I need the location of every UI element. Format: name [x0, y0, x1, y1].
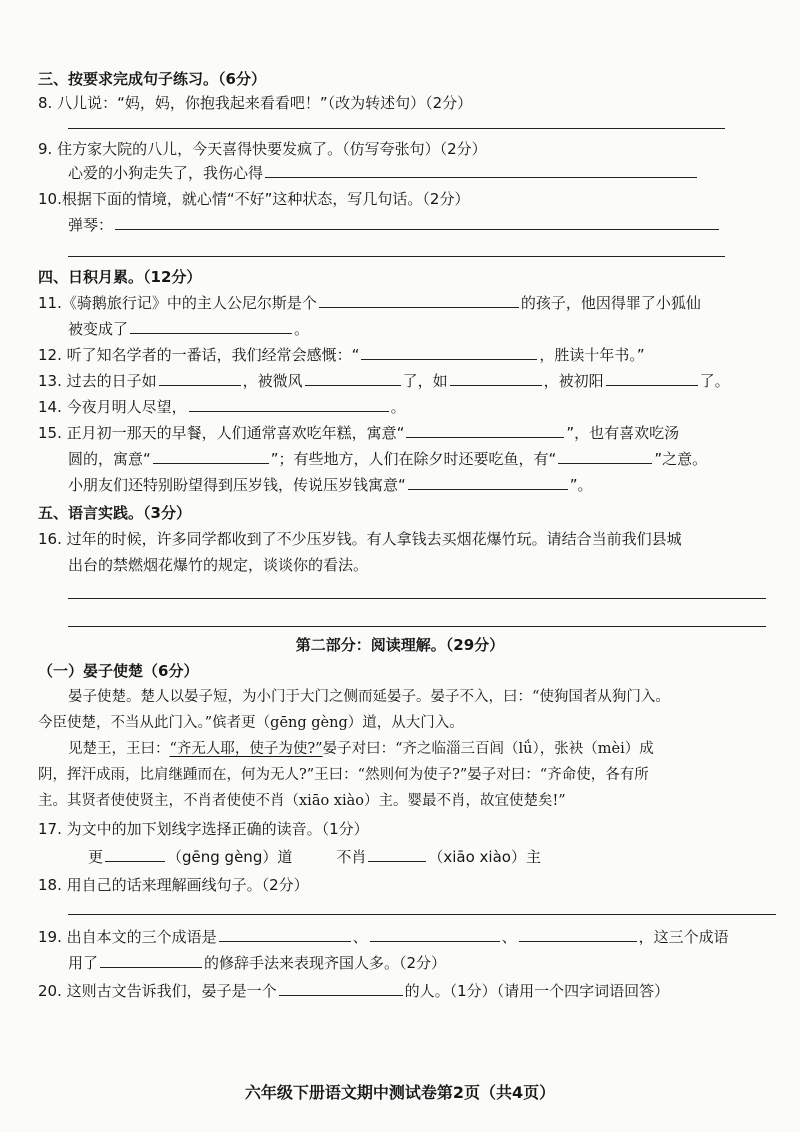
underlined-sentence: “齐无人耶，使子为使?”	[169, 741, 323, 757]
answer-blank-q15-2[interactable]	[153, 448, 269, 464]
q13-text-a: 13. 过去的日子如	[38, 372, 157, 390]
answer-blank-q20[interactable]	[279, 980, 403, 996]
question-20	[38, 980, 669, 1002]
passage-p2-line2: 阴，挥汗成雨，比肩继踵而在，何为无人?”王曰：“然则何为使子?”晏子对曰：“齐命使，各有所	[38, 767, 649, 783]
q12-text-a: 12. 听了知名学者的一番话，我们经常会感慨：“	[38, 346, 360, 364]
q17-pinyin-2: （xiāo xiào）主	[428, 848, 541, 866]
question-18: 18. 用自己的话来理解画线句子。（2分）	[38, 876, 309, 894]
q14-text-a: 14. 今夜月明人尽望，	[38, 398, 187, 416]
answer-blank-q11-1[interactable]	[319, 292, 519, 308]
answer-blank-q10-1[interactable]	[115, 214, 719, 230]
answer-blank-q19-2[interactable]	[370, 926, 500, 942]
q15-text-d: ”；有些地方，人们在除夕时还要吃鱼，有“	[270, 450, 557, 468]
question-9: 9. 住方家大院的八儿，今天喜得快要发疯了。（仿写夸张句）（2分）	[38, 140, 487, 158]
answer-line-q10-2[interactable]	[68, 256, 725, 257]
q14-text-b: 。	[390, 398, 406, 416]
answer-line-q16-2[interactable]	[68, 626, 766, 627]
passage-p1-line1: 晏子使楚。楚人以晏子短，为小门于大门之侧而延晏子。晏子不入，曰：“使狗国者从狗门入。	[68, 689, 670, 705]
q20-text-a: 20. 这则古文告诉我们，晏子是一个	[38, 982, 277, 1000]
q20-text-b: 的人。（1分）（请用一个四字词语回答）	[404, 982, 670, 1000]
passage-p2-pre: 见楚王，王曰：	[68, 741, 170, 757]
q11-text-b: 的孩子，他因得罪了小狐仙	[520, 294, 701, 312]
q17-pinyin-1: （gēng gèng）道	[167, 848, 293, 866]
answer-blank-q15-4[interactable]	[408, 474, 568, 490]
question-14	[38, 396, 406, 418]
answer-blank-q11-2[interactable]	[130, 318, 292, 334]
answer-line-q16-1[interactable]	[68, 598, 766, 599]
question-16-cont: 出台的禁燃烟花爆竹的规定，谈谈你的看法。	[68, 556, 369, 574]
question-10: 10.根据下面的情境，就心情“不好”这种状态，写几句话。（2分）	[38, 190, 470, 208]
q17-word-1: 更	[88, 848, 104, 866]
q9-prompt-text: 心爱的小狗走失了，我伤心得	[68, 164, 264, 182]
answer-blank-q19-3[interactable]	[519, 926, 637, 942]
q15-text-a: 15. 正月初一那天的早餐，人们通常喜欢吃年糕，寓意“	[38, 424, 405, 442]
question-19-cont	[68, 952, 446, 974]
q19-text-d: 的修辞手法来表现齐国人多。（2分）	[204, 954, 447, 972]
q19-sep-1: 、	[352, 928, 368, 946]
q13-text-c: 了，如	[402, 372, 448, 390]
question-15-cont-1	[68, 448, 707, 470]
question-17-options	[88, 846, 541, 868]
answer-blank-q17-2[interactable]	[368, 846, 426, 862]
answer-blank-q19-1[interactable]	[219, 926, 351, 942]
answer-line-q8[interactable]	[68, 128, 725, 129]
q15-text-c: 圆的，寓意“	[68, 450, 151, 468]
question-9-prompt	[68, 162, 699, 184]
q11-text-c: 被变成了	[68, 320, 129, 338]
answer-blank-q13-4[interactable]	[606, 370, 698, 386]
part-2-header: 第二部分：阅读理解。（29分）	[295, 636, 505, 654]
section-3-header: 三、按要求完成句子练习。（6分）	[38, 70, 266, 88]
q19-text-b: ，这三个成语	[638, 928, 729, 946]
reading-1-title: （一）晏子使楚（6分）	[38, 662, 199, 680]
answer-blank-q19-4[interactable]	[100, 952, 202, 968]
passage-p2-line3: 主。其贤者使使贤主，不肖者使使不肖（xiāo xiào）主。婴最不肖，故宜使楚矣!”	[38, 793, 566, 809]
passage-p2-post: 晏子对曰：“齐之临淄三百闾（lǘ），张袂（mèi）成	[322, 741, 654, 757]
answer-blank-q15-1[interactable]	[406, 422, 564, 438]
passage-p2-line1	[68, 738, 654, 760]
q13-text-d: ，被初阳	[543, 372, 604, 390]
section-5-header: 五、语言实践。（3分）	[38, 504, 191, 522]
answer-blank-q13-1[interactable]	[159, 370, 241, 386]
q13-text-e: 了。	[699, 372, 730, 390]
q15-text-f: 小朋友们还特别盼望得到压岁钱，传说压岁钱寓意“	[68, 476, 406, 494]
question-15-cont-2	[68, 474, 593, 496]
answer-line-q18[interactable]	[68, 914, 776, 915]
question-17: 17. 为文中的加下划线字选择正确的读音。（1分）	[38, 820, 369, 838]
q15-text-g: ”。	[569, 476, 593, 494]
q19-sep-2: 、	[501, 928, 517, 946]
question-8: 8. 八儿说：“妈，妈，你抱我起来看看吧！”（改为转述句）（2分）	[38, 94, 473, 112]
question-15	[38, 422, 679, 444]
q13-text-b: ，被微风	[242, 372, 303, 390]
q11-text-a: 11.《骑鹅旅行记》中的主人公尼尔斯是个	[38, 294, 317, 312]
question-16: 16. 过年的时候，许多同学都收到了不少压岁钱。有人拿钱去买烟花爆竹玩。请结合当前我们县城	[38, 530, 682, 548]
answer-blank-q12[interactable]	[361, 344, 537, 360]
section-4-header: 四、日积月累。（12分）	[38, 268, 202, 286]
question-13	[38, 370, 730, 392]
page-footer: 六年级下册语文期中测试卷第2页（共4页）	[244, 1083, 556, 1102]
q15-text-e: ”之意。	[654, 450, 708, 468]
q19-text-c: 用了	[68, 954, 99, 972]
q19-text-a: 19. 出自本文的三个成语是	[38, 928, 217, 946]
answer-blank-q13-3[interactable]	[450, 370, 542, 386]
answer-blank-q9[interactable]	[265, 162, 697, 178]
passage-p1-line2: 今臣使楚，不当从此门入。”傧者更（gēng gèng）道，从大门入。	[38, 715, 464, 731]
answer-blank-q14[interactable]	[189, 396, 389, 412]
question-11-cont	[68, 318, 309, 340]
q15-text-b: ”，也有喜欢吃汤	[566, 424, 680, 442]
q17-word-2: 不肖	[336, 848, 367, 866]
question-11	[38, 292, 701, 314]
answer-blank-q13-2[interactable]	[305, 370, 401, 386]
q10-prompt-text: 弹琴：	[68, 216, 114, 234]
answer-blank-q15-3[interactable]	[558, 448, 652, 464]
question-19	[38, 926, 729, 948]
q12-text-b: ，胜读十年书。”	[539, 346, 645, 364]
q11-text-end: 。	[294, 320, 310, 338]
answer-blank-q17-1[interactable]	[105, 846, 165, 862]
question-10-prompt	[68, 214, 721, 236]
question-12	[38, 344, 645, 366]
